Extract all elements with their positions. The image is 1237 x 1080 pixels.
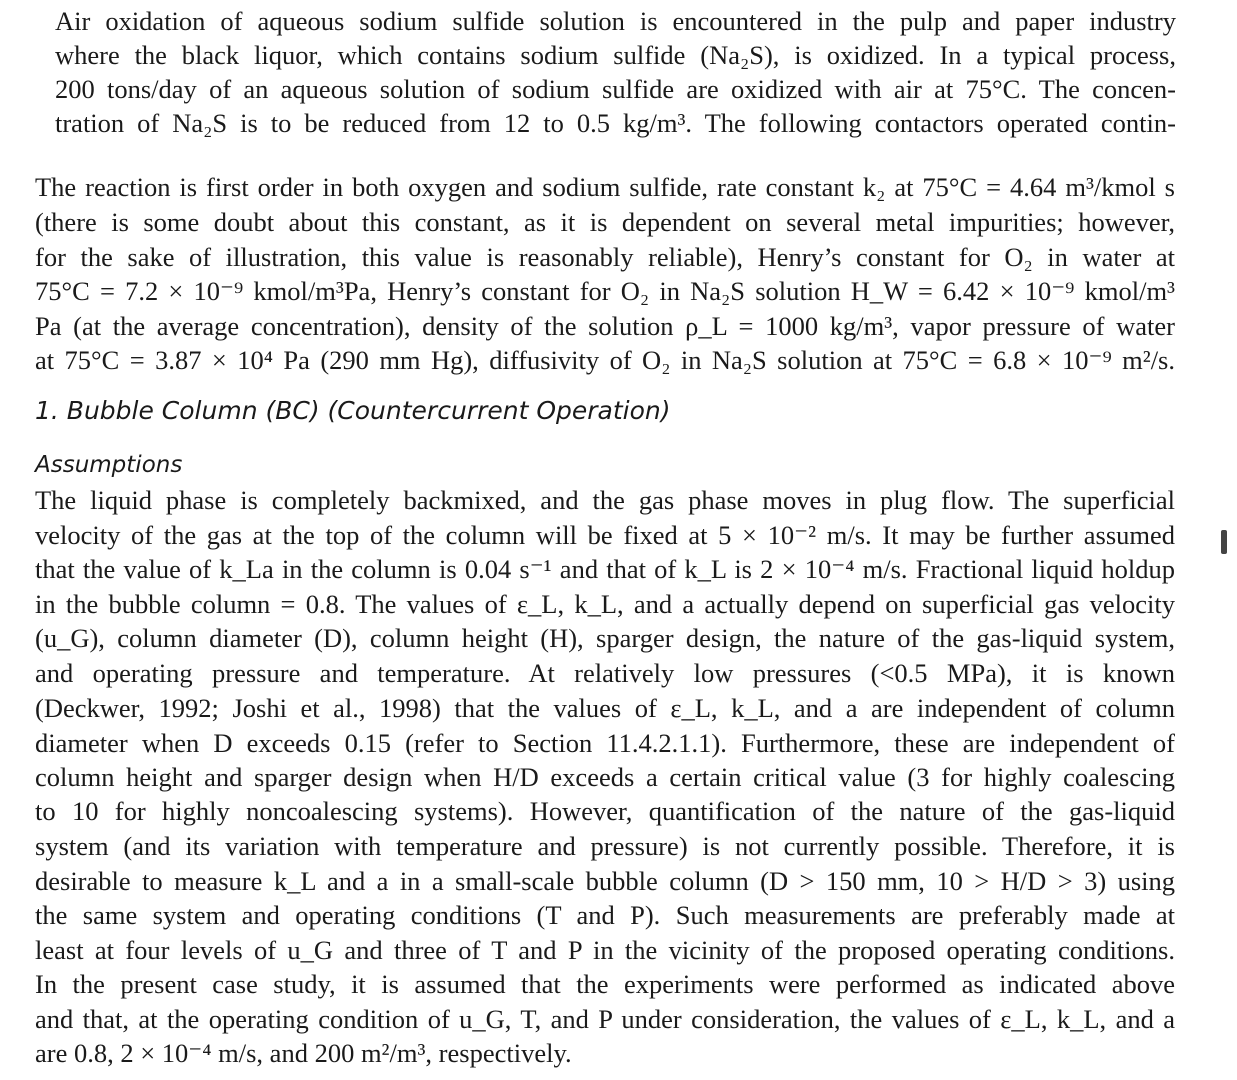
text-line: where the black liquor, which contains sodium sulfide (Na₂S), is oxidized. In a typical process, <box>55 40 1176 70</box>
text-line: diameter when D exceeds 0.15 (refer to Section 11.4.2.1.1). Furthermore, these are independent of <box>35 728 1175 758</box>
text-line: and operating pressure and temperature. At relatively low pressures (<0.5 MPa), it is known <box>35 658 1175 688</box>
text-line: 200 tons/day of an aqueous solution of sodium sulfide are oxidized with air at 75°C. The concen- <box>55 74 1176 104</box>
assumptions-subheading: Assumptions <box>35 452 183 478</box>
text-line: column height and sparger design when H/D exceeds a certain critical value (3 for highly coalescing <box>35 762 1175 792</box>
text-line: 75°C = 7.2 × 10⁻⁹ kmol/m³Pa, Henry’s constant for O₂ in Na₂S solution H_W = 6.42 × 10⁻⁹ kmol/m³ <box>35 276 1175 306</box>
section-heading: 1. Bubble Column (BC) (Countercurrent Operation) <box>35 396 671 425</box>
text-line: The liquid phase is completely backmixed, and the gas phase moves in plug flow. The superficial <box>35 485 1175 515</box>
text-line: (u_G), column diameter (D), column height (H), sparger design, the nature of the gas-liquid system, <box>35 623 1175 653</box>
text-line: (there is some doubt about this constant, as it is dependent on several metal impurities; however, <box>35 207 1175 237</box>
text-line: system (and its variation with temperature and pressure) is not currently possible. Therefore, it is <box>35 831 1175 861</box>
text-line: velocity of the gas at the top of the column will be fixed at 5 × 10⁻² m/s. It may be further assumed <box>35 520 1175 550</box>
text-line: the same system and operating conditions (T and P). Such measurements are preferably made at <box>35 900 1175 930</box>
text-line: desirable to measure k_L and a in a small-scale bubble column (D > 150 mm, 10 > H/D > 3) using <box>35 866 1175 896</box>
scrollbar-thumb[interactable] <box>1221 530 1227 554</box>
text-line: are 0.8, 2 × 10⁻⁴ m/s, and 200 m²/m³, respectively. <box>35 1038 572 1068</box>
text-line: least at four levels of u_G and three of T and P in the vicinity of the proposed operating conditions. <box>35 935 1175 965</box>
text-line: Pa (at the average concentration), density of the solution ρ_L = 1000 kg/m³, vapor pressure of water <box>35 311 1175 341</box>
text-line: The reaction is first order in both oxygen and sodium sulfide, rate constant k₂ at 75°C = 4.64 m³/kmol s <box>35 172 1175 202</box>
text-line: to 10 for highly noncoalescing systems). However, quantification of the nature of the gas-liquid <box>35 796 1175 826</box>
text-line: In the present case study, it is assumed that the experiments were performed as indicated above <box>35 969 1175 999</box>
text-line: at 75°C = 3.87 × 10⁴ Pa (290 mm Hg), diffusivity of O₂ in Na₂S solution at 75°C = 6.8 × 10⁻⁹ m²/s. <box>35 345 1175 375</box>
text-line: that the value of k_La in the column is 0.04 s⁻¹ and that of k_L is 2 × 10⁻⁴ m/s. Fractional liquid holdup <box>35 554 1175 584</box>
text-line: and that, at the operating condition of u_G, T, and P under consideration, the values of ε_L, k_L, and a <box>35 1004 1175 1034</box>
text-line: (Deckwer, 1992; Joshi et al., 1998) that the values of ε_L, k_L, and a are independent of column <box>35 693 1175 723</box>
text-line: Air oxidation of aqueous sodium sulfide solution is encountered in the pulp and paper industry <box>55 6 1176 36</box>
text-line: for the sake of illustration, this value is reasonably reliable), Henry’s constant for O₂ in water at <box>35 242 1175 272</box>
text-line: in the bubble column = 0.8. The values of ε_L, k_L, and a actually depend on superficial gas velocity <box>35 589 1175 619</box>
text-line: tration of Na₂S is to be reduced from 12 to 0.5 kg/m³. The following contactors operated contin- <box>55 108 1176 138</box>
